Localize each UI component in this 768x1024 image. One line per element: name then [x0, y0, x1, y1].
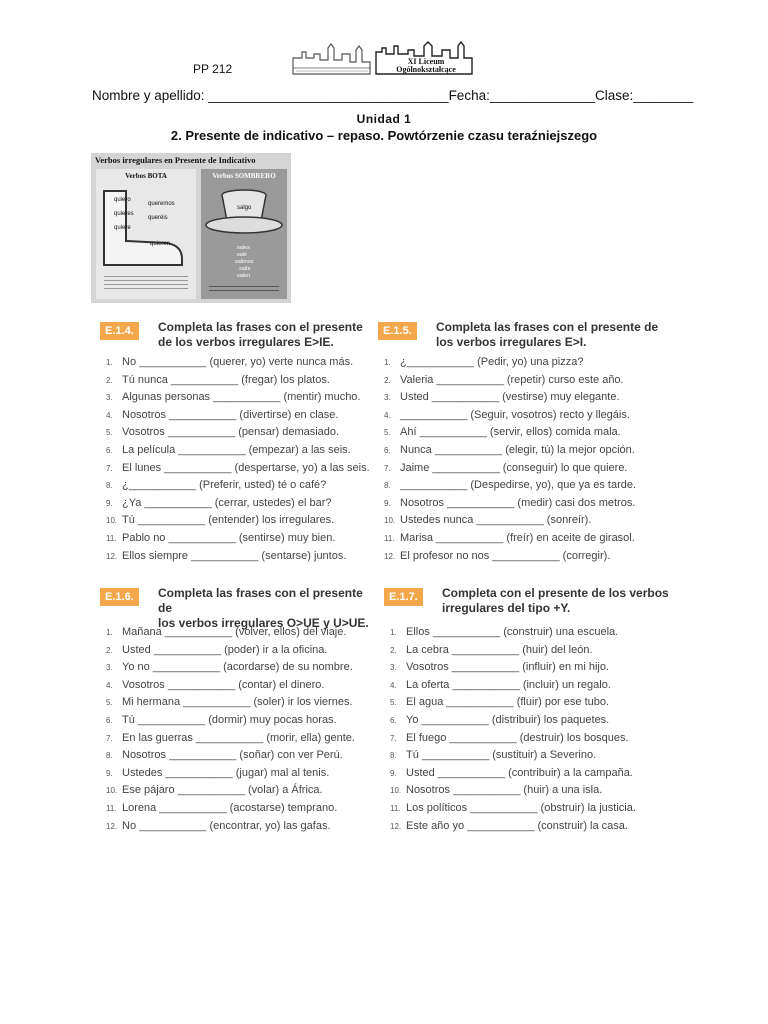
- list-item: 1. Mañana ___________ (volver, ellos) del viaje.: [106, 626, 347, 638]
- exercise-list: [384, 624, 674, 835]
- list-item: 1. No ___________ (querer, yo) verte nunca más.: [106, 356, 354, 368]
- list-item: 12. Ellos siempre ___________ (sentarse) juntos.: [106, 549, 347, 562]
- infographic-heading: Verbos irregulares en Presente de Indicativo: [95, 155, 256, 165]
- bota-word: queremos: [148, 201, 175, 207]
- exercise-title: [158, 320, 363, 350]
- exercise-title: [442, 586, 669, 616]
- list-item: 5. Ahí ___________ (servir, ellos) comida mala.: [384, 426, 621, 439]
- list-item: 12. Este año yo ___________ (construir) la casa.: [390, 819, 628, 832]
- worksheet-title: 2. Presente de indicativo – repaso. Powtórzenie czasu teraźniejszego: [170, 128, 598, 143]
- list-item: 4. La oferta ___________ (incluir) un regalo.: [390, 678, 611, 691]
- list-item: 6. Tú ___________ (dormir) muy pocas horas.: [106, 713, 337, 726]
- bota-word: queréis: [148, 215, 168, 221]
- sombrero-word: sale: [237, 252, 248, 258]
- exercise-list: [378, 354, 668, 565]
- list-item: 4. Vosotros ___________ (contar) el dinero.: [106, 678, 325, 691]
- sombrero-word: sales: [237, 245, 250, 251]
- list-item: 10. Ustedes nunca ___________ (sonreír).: [384, 514, 592, 527]
- bota-panel: [96, 169, 196, 299]
- list-item: 9. Ustedes ___________ (jugar) mal al tenis.: [106, 766, 330, 779]
- list-item: 11. Los políticos ___________ (obstruir) la justicia.: [390, 801, 636, 814]
- exercise-list: [100, 624, 380, 835]
- exercise-title-line: los verbos irregulares E>I.: [436, 335, 587, 349]
- bota-word: quieres: [114, 211, 134, 217]
- sombrero-word: salgo: [237, 205, 252, 211]
- list-item: 8. Tú ___________ (sustituir) a Severino.: [390, 749, 597, 762]
- list-item: 6. Yo ___________ (distribuir) los paquetes.: [390, 713, 610, 726]
- exercise-e-1-7: [384, 586, 674, 835]
- exercise-title-line: irregulares del tipo +Y.: [442, 601, 571, 615]
- list-item: 7. El fuego ___________ (destruir) los bosques.: [390, 731, 629, 744]
- list-item: 8. Nosotros ___________ (soñar) con ver Perú.: [106, 749, 343, 762]
- exercise-list: [100, 354, 372, 565]
- sombrero-panel: [201, 169, 287, 299]
- list-item: 4. Nosotros ___________ (divertirse) en clase.: [106, 408, 339, 421]
- bota-word: quieren: [150, 241, 171, 247]
- list-item: 9. Nosotros ___________ (medir) casi dos metros.: [384, 496, 636, 509]
- exercise-badge: E.1.4.: [100, 322, 139, 340]
- exercise-title-line: Completa con el presente de los verbos: [442, 586, 669, 600]
- list-item: 12. El profesor no nos ___________ (corregir).: [384, 549, 611, 562]
- irregular-verbs-infographic: [91, 153, 291, 303]
- exercise-title-line: Completa las frases con el presente: [158, 320, 363, 334]
- list-item: 6. Nunca ___________ (elegir, tú) la mejor opción.: [384, 443, 635, 456]
- exercise-title-line: los verbos irregulares O>UE y U>UE.: [158, 616, 369, 630]
- unit-label: Unidad 1: [356, 112, 412, 126]
- list-item: 7. Jaime ___________ (conseguir) lo que quiere.: [384, 461, 628, 474]
- list-item: 11. Lorena ___________ (acostarse) temprano.: [106, 801, 338, 814]
- list-item: 9. Usted ___________ (contribuir) a la campaña.: [390, 766, 633, 779]
- hat-icon: [201, 181, 287, 241]
- list-item: 2. Usted ___________ (poder) ir a la oficina.: [106, 643, 328, 656]
- sombrero-word: salimos: [235, 259, 254, 265]
- list-item: 10. Tú ___________ (entender) los irregulares.: [106, 514, 335, 527]
- exercise-title-line: de los verbos irregulares E>IE.: [158, 335, 334, 349]
- exercise-title-line: Completa las frases con el presente de: [436, 320, 659, 334]
- document-code: PP 212: [193, 62, 233, 76]
- sombrero-word: salen: [237, 273, 251, 279]
- exercise-title-line: Completa las frases con el presente de: [158, 586, 363, 615]
- list-item: 5. Mi hermana ___________ (soler) ir los viernes.: [106, 696, 353, 709]
- list-item: 11. Pablo no ___________ (sentirse) muy bien.: [106, 531, 336, 544]
- list-item: 5. Vosotros ___________ (pensar) demasiado.: [106, 426, 340, 439]
- boot-icon: [96, 181, 196, 271]
- bota-word: quiere: [114, 225, 131, 231]
- list-item: 1. Ellos ___________ (construir) una escuela.: [390, 626, 619, 638]
- list-item: 3. Yo no ___________ (acordarse) de su nombre.: [106, 661, 353, 674]
- sombrero-notes: [209, 283, 279, 294]
- list-item: 3. Usted ___________ (vestirse) muy elegante.: [384, 391, 620, 404]
- bota-notes: [104, 273, 188, 292]
- list-item: 8. ¿___________ (Preferir, usted) té o café?: [106, 479, 327, 492]
- exercise-badge: E.1.6.: [100, 588, 139, 606]
- list-item: 10. Ese pájaro ___________ (volar) a África.: [106, 784, 323, 797]
- exercise-e-1-4: [100, 320, 372, 565]
- list-item: 8. ___________ (Despedirse, yo), que ya es tarde.: [384, 479, 637, 492]
- exercise-e-1-6: [100, 586, 380, 835]
- school-logo: [290, 40, 475, 80]
- list-item: 10. Nosotros ___________ (huir) a una isla.: [390, 784, 603, 797]
- list-item: 1. ¿___________ (Pedir, yo) una pizza?: [384, 356, 584, 368]
- exercise-badge: E.1.5.: [378, 322, 417, 340]
- list-item: 9. ¿Ya ___________ (cerrar, ustedes) el bar?: [106, 496, 332, 509]
- list-item: 3. Vosotros ___________ (influir) en mi hijo.: [390, 661, 610, 674]
- list-item: 11. Marisa ___________ (freír) en aceite de girasol.: [384, 531, 635, 544]
- bota-title: Verbos BOTA: [125, 172, 167, 180]
- exercise-title: [436, 320, 658, 350]
- student-info-line: Nombre y apellido: ________________________________Fecha:______________Clase:________: [92, 88, 694, 103]
- list-item: 7. En las guerras ___________ (morir, ella) gente.: [106, 731, 355, 744]
- list-item: 2. Tú nunca ___________ (fregar) los platos.: [106, 373, 330, 386]
- exercise-title: [158, 586, 380, 631]
- list-item: 2. Valeria ___________ (repetir) curso este año.: [384, 373, 624, 386]
- list-item: 2. La cebra ___________ (huir) del león.: [390, 643, 593, 656]
- bota-word: quiero: [114, 197, 131, 203]
- exercise-e-1-5: [378, 320, 668, 565]
- exercise-badge: E.1.7.: [384, 588, 423, 606]
- list-item: 5. El agua ___________ (fluir) por ese tubo.: [390, 696, 610, 709]
- sombrero-word: salís: [239, 266, 251, 272]
- list-item: 3. Algunas personas ___________ (mentir) mucho.: [106, 391, 361, 404]
- school-name: XI Liceum Ogólnokształcące: [396, 57, 456, 74]
- list-item: 6. La película ___________ (empezar) a las seis.: [106, 443, 351, 456]
- list-item: 7. El lunes ___________ (despertarse, yo) a las seis.: [106, 461, 370, 474]
- list-item: 12. No ___________ (encontrar, yo) las gafas.: [106, 819, 331, 832]
- list-item: 4. ___________ (Seguir, vosotros) recto y llegáis.: [384, 408, 630, 421]
- sombrero-title: Verbos SOMBRERO: [212, 172, 276, 180]
